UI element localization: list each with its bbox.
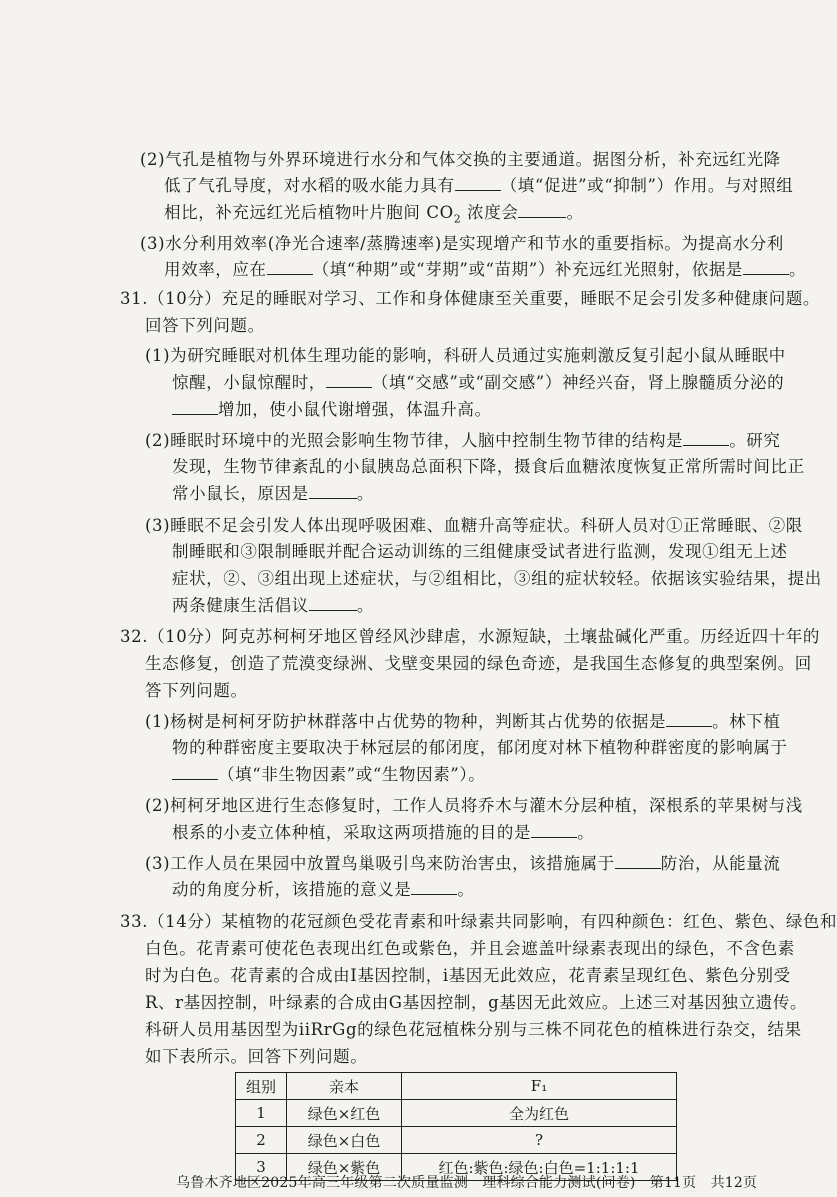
q32-stem-line3: 答下列问题。: [145, 681, 248, 700]
answer-blank[interactable]: [518, 203, 566, 218]
q32-stem-line1: 32.（10分）阿克苏柯柯牙地区曾经风沙肆虐，水源短缺，土壤盐碱化严重。历经近四十年的: [120, 627, 821, 646]
q31-p2-line1: (2)睡眠时环境中的光照会影响生物节律，人脑中控制生物节律的结构是 。研究: [145, 431, 781, 450]
table-cell: 绿色×紫色: [287, 1154, 402, 1181]
q33-stem-line3: 时为白色。花青素的合成由I基因控制，i基因无此效应，花青素呈现红色、紫色分别受: [145, 966, 791, 985]
answer-blank[interactable]: [531, 823, 577, 838]
header-f1: F₁: [402, 1073, 677, 1100]
q32-p2-line2: 根系的小麦立体种植，采取这两项措施的目的是 。: [172, 823, 595, 842]
q33-stem-line4: R、r基因控制，叶绿素的合成由G基因控制，g基因无此效应。上述三对基因独立遗传。: [145, 993, 808, 1012]
q31-p1-line2: 惊醒，小鼠惊醒时， （填“交感”或“副交感”）神经兴奋，肾上腺髓质分泌的: [172, 373, 785, 392]
table-cell: 全为红色: [402, 1100, 677, 1127]
q32-p3-line2: 动的角度分析，该措施的意义是 。: [172, 880, 475, 899]
q30-p3-line1: (3)水分利用效率(净光合速率/蒸腾速率)是实现增产和节水的重要指标。为提高水分利: [140, 234, 784, 253]
q31-p2-line2: 发现，生物节律紊乱的小鼠胰岛总面积下降，摄食后血糖浓度恢复正常所需时间比正: [172, 457, 805, 476]
q31-p3-line4: 两条健康生活倡议 。: [172, 596, 374, 615]
header-group: 组别: [236, 1073, 287, 1100]
q33-stem-line1: 33.（14分）某植物的花冠颜色受花青素和叶绿素共同影响，有四种颜色：红色、紫色、绿色和: [120, 912, 837, 931]
q30-p3-line2: 用效率，应在 （填“种期”或“芽期”或“苗期”）补充远红光照射，依据是 。: [164, 260, 807, 279]
q32-p1-line3: （填“非生物因素”或“生物因素”）。: [172, 765, 485, 785]
answer-blank[interactable]: [172, 400, 218, 415]
table-header-row: [236, 1073, 677, 1100]
answer-blank[interactable]: [455, 176, 501, 191]
q32-p2-line1: (2)柯柯牙地区进行生态修复时，工作人员将乔木与灌木分层种植，深根系的苹果树与浅: [145, 796, 803, 815]
answer-blank[interactable]: [411, 880, 457, 895]
q32-p1-line1: (1)杨树是柯柯牙防护林群落中占优势的物种，判断其占优势的依据是 。林下植: [145, 712, 781, 731]
table-cell: 绿色×红色: [287, 1100, 402, 1127]
q31-p1-line1: (1)为研究睡眠对机体生理功能的影响，科研人员通过实施刺激反复引起小鼠从睡眠中: [145, 346, 786, 365]
header-parents: 亲本: [287, 1073, 402, 1100]
page-footer: 乌鲁木齐地区2025年高三年级第二次质量监测 理科综合能力测试(问卷) 第11页 共12页: [176, 1175, 758, 1191]
answer-blank[interactable]: [309, 596, 357, 611]
q31-stem-line1: 31.（10分）充足的睡眠对学习、工作和身体健康至关重要，睡眠不足会引发多种健康问题。: [120, 289, 821, 308]
q32-stem-line2: 生态修复，创造了荒漠变绿洲、戈壁变果园的绿色奇迹，是我国生态修复的典型案例。回: [145, 654, 812, 673]
answer-blank[interactable]: [172, 765, 218, 780]
table-cell: 1: [236, 1100, 287, 1127]
answer-blank[interactable]: [743, 260, 789, 275]
table-row: [236, 1100, 677, 1127]
table-cell: 绿色×白色: [287, 1127, 402, 1154]
table-row: [236, 1127, 677, 1154]
q31-p3-line2: 制睡眠和③限制睡眠并配合运动训练的三组健康受试者进行监测，发现①组无上述: [172, 542, 788, 561]
q33-stem-line6: 如下表所示。回答下列问题。: [145, 1047, 368, 1066]
q30-p2-line2: 低了气孔导度，对水稻的吸水能力具有 （填“促进”或“抑制”）作用。与对照组: [164, 176, 794, 195]
answer-blank[interactable]: [309, 484, 357, 499]
results-table: [235, 1072, 677, 1181]
q33-stem-line2: 白色。花青素可使花色表现出红色或紫色，并且会遮盖叶绿素表现出的绿色，不含色素: [145, 939, 795, 958]
answer-blank[interactable]: [683, 431, 729, 446]
table-cell: ?: [402, 1127, 677, 1154]
q30-p2-line3: 相比，补充远红光后植物叶片胞间 $CO_2$ 浓度会 。: [164, 203, 584, 226]
table-cell: 3: [236, 1154, 287, 1181]
answer-blank[interactable]: [615, 854, 661, 869]
q31-p2-line3: 常小鼠长，原因是 。: [172, 484, 374, 503]
q32-p1-line2: 物的种群密度主要取决于林冠层的郁闭度，郁闭度对林下植物种群密度的影响属于: [172, 738, 788, 757]
table-cell: 2: [236, 1127, 287, 1154]
answer-blank[interactable]: [666, 712, 712, 727]
q31-p3-line3: 症状，②、③组出现上述症状，与②组相比，③组的症状较轻。依据该实验结果，提出: [172, 569, 822, 588]
q33-stem-line5: 科研人员用基因型为iiRrGg的绿色花冠植株分别与三株不同花色的植株进行杂交，结果: [145, 1020, 802, 1039]
q31-stem-line2: 回答下列问题。: [145, 316, 265, 335]
answer-blank[interactable]: [326, 373, 372, 388]
q32-p3-line1: (3)工作人员在果园中放置鸟巢吸引鸟来防治害虫，该措施属于 防治，从能量流: [145, 854, 781, 873]
q30-p2-line1: (2)气孔是植物与外界环境进行水分和气体交换的主要通道。据图分析，补充远红光降: [140, 150, 781, 169]
answer-blank[interactable]: [267, 260, 313, 275]
table-cell: 红色:紫色:绿色:白色=1:1:1:1: [402, 1154, 677, 1181]
q31-p1-line3: 增加，使小鼠代谢增强，体温升高。: [172, 400, 492, 420]
q31-p3-line1: (3)睡眠不足会引发人体出现呼吸困难、血糖升高等症状。科研人员对①正常睡眠、②限: [145, 516, 803, 535]
